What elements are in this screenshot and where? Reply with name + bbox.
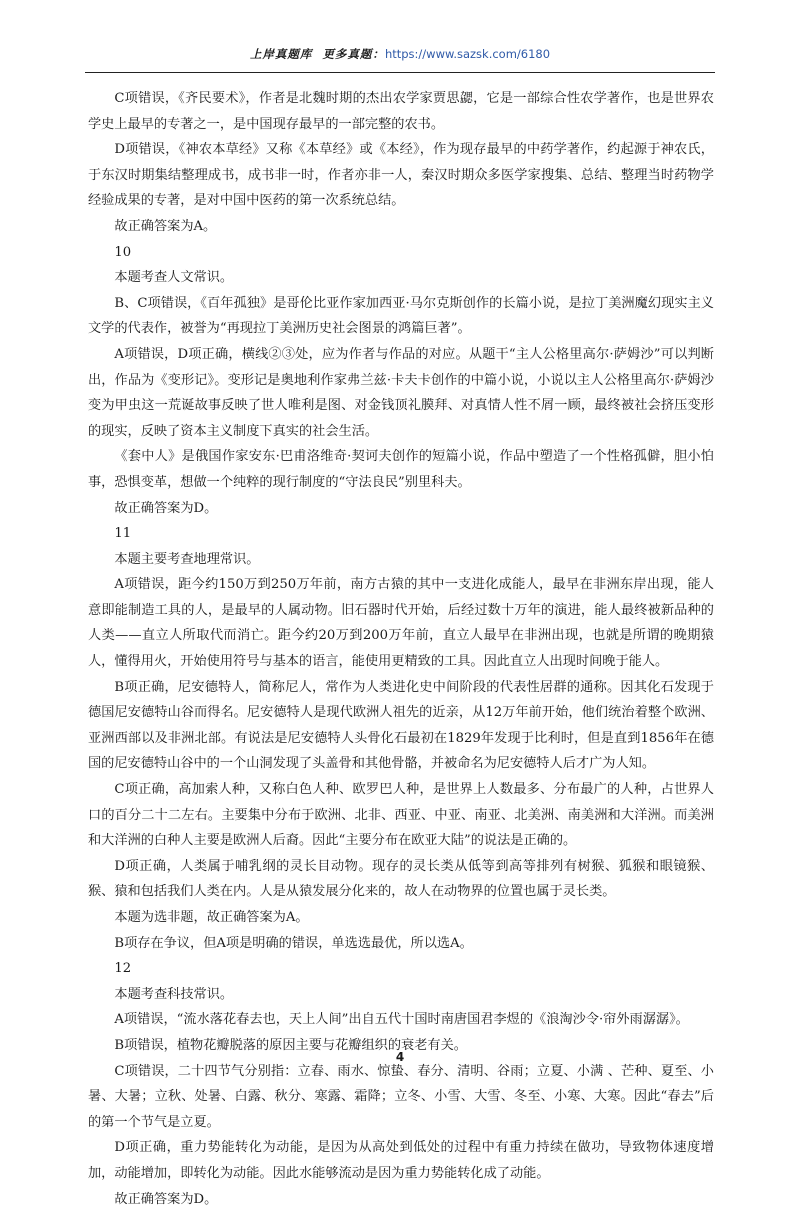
header-rule bbox=[85, 72, 715, 73]
page-header bbox=[85, 46, 715, 72]
paragraph: B项错误，植物花瓣脱落的原因主要与花瓣组织的衰老有关。 bbox=[114, 1037, 467, 1053]
paragraph: 《套中人》是俄国作家安东·巴甫洛维奇·契诃夫创作的短篇小说，作品中塑造了一个性格孤僻，胆小怕事，恐惧变革，想做一个纯粹的现行制度的“守法良民”别里科夫。 bbox=[88, 449, 714, 490]
paragraph: 本题主要考查地理常识。 bbox=[114, 551, 260, 567]
question-number: 12 bbox=[114, 961, 132, 977]
paragraph: D项正确，重力势能转化为动能，是因为从高处到低处的过程中有重力持续在做功，导致物体速度增加，动能增加，即转化为动能。因此水能够流动是因为重力势能转化成了动能。 bbox=[88, 1140, 714, 1181]
paragraph: C项错误，二十四节气分别指：立春、雨水、惊蛰、春分、清明、谷雨；立夏、小满 、芒种、夏至、小暑、大暑；立秋、处暑、白露、秋分、寒露、霜降；立冬、小雪、大雪、冬至、小寒、大寒。因此“春去”后的第一个节气是立夏。 bbox=[88, 1063, 714, 1130]
more-label: 更多真题： bbox=[322, 47, 385, 61]
paragraph: B项存在争议，但A项是明确的错误，单选选最优，所以选A。 bbox=[114, 935, 473, 951]
paragraph: 故正确答案为A。 bbox=[114, 218, 217, 234]
paragraph: B、C项错误，《百年孤独》是哥伦比亚作家加西亚·马尔克斯创作的长篇小说，是拉丁美洲魔幻现实主义文学的代表作，被誉为“再现拉丁美洲历史社会图景的鸿篇巨著”。 bbox=[88, 295, 714, 337]
paragraph: D项正确，人类属于哺乳纲的灵长目动物。现存的灵长类从低等到高等排列有树猴、狐猴和眼镜猴、猴、猿和包括我们人类在内。人是从猿发展分化来的，故人在动物界的位置也属于灵长类。 bbox=[88, 858, 714, 900]
page-number: 4 bbox=[395, 1050, 405, 1064]
source-link[interactable]: https://www.sazsk.com/6180 bbox=[384, 47, 551, 61]
paragraph: 故正确答案为D。 bbox=[114, 500, 218, 516]
source-label: 上岸真题库 bbox=[249, 47, 313, 61]
paragraph: A项错误，“流水落花春去也，天上人间”出自五代十国时南唐国君李煜的《浪淘沙令·帘外雨潺潺》。 bbox=[114, 1012, 689, 1028]
paragraph: 本题为选非题，故正确答案为A。 bbox=[114, 910, 309, 925]
paragraph: 故正确答案为D。 bbox=[114, 1191, 218, 1207]
paragraph: A项错误，D项正确，横线②③处，应为作者与作品的对应。从题干“主人公格里高尔·萨姆沙”可以判断出，作品为《变形记》。变形记是奥地利作家弗兰兹·卡夫卡创作的中篇小说，小说以主人公格里高尔·萨姆沙变为甲虫这一荒诞故事反映了世人唯利是图、对金钱顶礼膜拜、对真情人性不屑一顾，最终被社会挤压变形的现实，反映了资本主义制度下真实的社会生活。 bbox=[88, 346, 714, 439]
paragraph: D项错误，《神农本草经》又称《本草经》或《本经》，作为现存最早的中药学著作，约起源于神农氏，于东汉时期集结整理成书，成书非一时，作者亦非一人，秦汉时期众多医学家搜集、总结、整理当时药物学经验成果的专著，是对中国中医药的第一次系统总结。 bbox=[88, 142, 714, 209]
question-number: 10 bbox=[114, 244, 132, 260]
paragraph: A项错误，距今约150万到250万年前，南方古猿的其中一支进化成能人，最早在非洲东岸出现，能人意即能制造工具的人，是最早的人属动物。旧石器时代开始，后经过数十万年的演进，能人最终被新品种的人类——直立人所取代而消亡。距今约20万到200万年前，直立人最早在非洲出现，也就是所谓的晚期猿人，懂得用火，开始使用符号与基本的语言，能使用更精致的工具。因此直立人出现时间晚于能人。 bbox=[88, 577, 714, 670]
paragraph: 本题考查人文常识。 bbox=[114, 270, 234, 286]
paragraph: B项正确，尼安德特人，简称尼人，常作为人类进化史中间阶段的代表性居群的通称。因其化石发现于德国尼安德特山谷而得名。尼安德特人是现代欧洲人祖先的近亲，从12万年前开始，他们统治着整个欧洲、亚洲西部以及非洲北部。有说法是尼安德特人头骨化石最初在1829年发现于比利时，但是直到1856年在德国的尼安德特山谷中的一个山洞发现了头盖骨和其他骨骼，并被命名为尼安德特人后才广为人知。 bbox=[88, 679, 714, 772]
document-body bbox=[88, 86, 714, 1212]
paragraph: C项正确，高加索人种，又称白色人种、欧罗巴人种，是世界上人数最多、分布最广的人种，占世界人口的百分二十二左右。主要集中分布于欧洲、北非、西亚、中亚、南亚、北美洲、南美洲和大洋洲。而美洲和大洋洲的白种人主要是欧洲人后裔。因此“主要分布在欧亚大陆”的说法是正确的。 bbox=[88, 782, 714, 849]
paragraph: 本题考查科技常识。 bbox=[114, 986, 234, 1002]
paragraph: C项错误，《齐民要术》，作者是北魏时期的杰出农学家贾思勰，它是一部综合性农学著作，也是世界农学史上最早的专著之一，是中国现存最早的一部完整的农书。 bbox=[88, 91, 714, 132]
question-number: 11 bbox=[114, 526, 132, 542]
